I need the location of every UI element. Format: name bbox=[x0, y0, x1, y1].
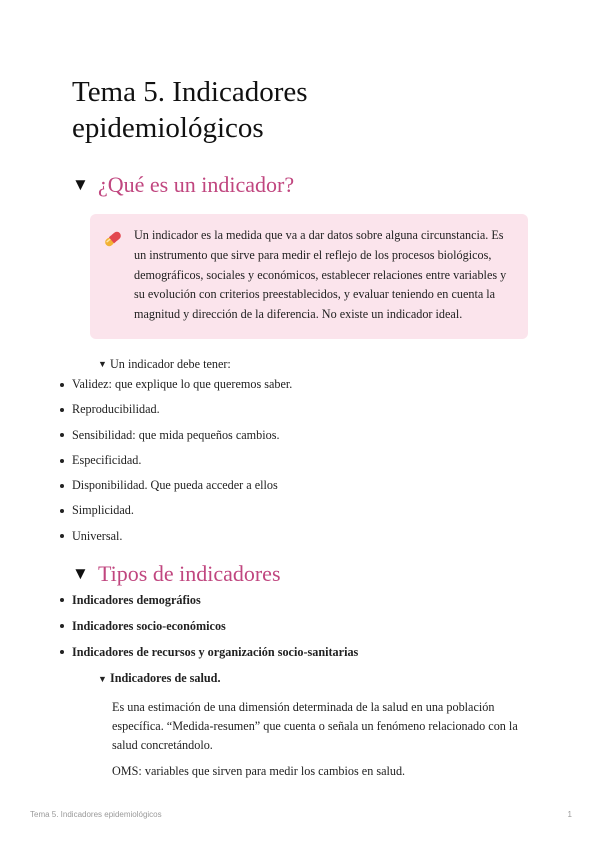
toggle-label: Indicadores de salud. bbox=[110, 671, 221, 686]
section-heading-text: ¿Qué es un indicador? bbox=[98, 172, 295, 197]
page-title-line1: Tema 5. Indicadores bbox=[72, 76, 308, 108]
callout-text: Un indicador es la medida que va a dar datos sobre alguna circunstancia. Es un instrumento que sirve para medir el reflejo de los procesos biológicos, demográficos, sociales y económicos, establecer relaciones entre variables y su evolución con criterios preestablecidos, y evaluar teniendo en cuenta la magnitud y dirección de la diferencia. No existe un indicador ideal. bbox=[134, 228, 507, 322]
list-item: Sensibilidad: que mida pequeños cambios. bbox=[72, 423, 528, 448]
paragraph-oms: OMS: variables que sirven para medir los cambios en salud. bbox=[112, 764, 406, 779]
requirements-list bbox=[72, 372, 528, 549]
list-item: Indicadores socio-económicos bbox=[72, 613, 528, 639]
list-item: Indicadores demográfios bbox=[72, 587, 528, 613]
section-heading-text: Tipos de indicadores bbox=[98, 561, 281, 587]
section-heading-tipos[interactable] bbox=[72, 561, 528, 587]
page-footer bbox=[30, 810, 572, 819]
pill-icon bbox=[102, 226, 124, 325]
triangle-down-icon[interactable]: ▼ bbox=[72, 564, 89, 584]
bullet-icon bbox=[60, 650, 64, 654]
bullet-icon bbox=[60, 383, 64, 387]
toggle-indicadores-salud[interactable] bbox=[98, 671, 528, 686]
list-item: Simplicidad. bbox=[72, 498, 528, 523]
list-item: Indicadores de recursos y organización socio-sanitarias bbox=[72, 639, 528, 665]
list-item: Validez: que explique lo que queremos saber. bbox=[72, 372, 528, 397]
bullet-icon bbox=[60, 509, 64, 513]
bullet-icon bbox=[60, 408, 64, 412]
bullet-icon bbox=[60, 534, 64, 538]
list-item: Especificidad. bbox=[72, 448, 528, 473]
footer-title: Tema 5. Indicadores epidemiológicos bbox=[30, 810, 162, 819]
callout-box bbox=[90, 214, 528, 339]
toggle-label: Un indicador debe tener: bbox=[110, 356, 231, 371]
page-title-line2: epidemiológicos bbox=[72, 112, 264, 144]
toggle-indicador-debe-tener[interactable] bbox=[98, 357, 528, 372]
bullet-icon bbox=[60, 433, 64, 437]
paragraph-salud: Es una estimación de una dimensión determinada de la salud en una población específica. “Medida-resumen” que cuenta o señala un fenómeno relacionado con la salud concretándolo. bbox=[112, 700, 518, 753]
bullet-icon bbox=[60, 624, 64, 628]
page-content bbox=[72, 74, 528, 781]
triangle-down-icon[interactable]: ▼ bbox=[98, 359, 107, 370]
list-item: Reproducibilidad. bbox=[72, 397, 528, 422]
page-number: 1 bbox=[567, 810, 572, 819]
bullet-icon bbox=[60, 459, 64, 463]
triangle-down-icon[interactable]: ▼ bbox=[98, 673, 107, 684]
list-item: Disponibilidad. Que pueda acceder a ellos bbox=[72, 473, 528, 498]
triangle-down-icon[interactable]: ▼ bbox=[72, 175, 89, 194]
bullet-icon bbox=[60, 484, 64, 488]
indicator-types-list bbox=[72, 587, 528, 665]
section-heading-que-es[interactable] bbox=[72, 172, 528, 198]
list-item: Universal. bbox=[72, 524, 528, 549]
bullet-icon bbox=[60, 598, 64, 602]
page-title bbox=[72, 74, 528, 146]
